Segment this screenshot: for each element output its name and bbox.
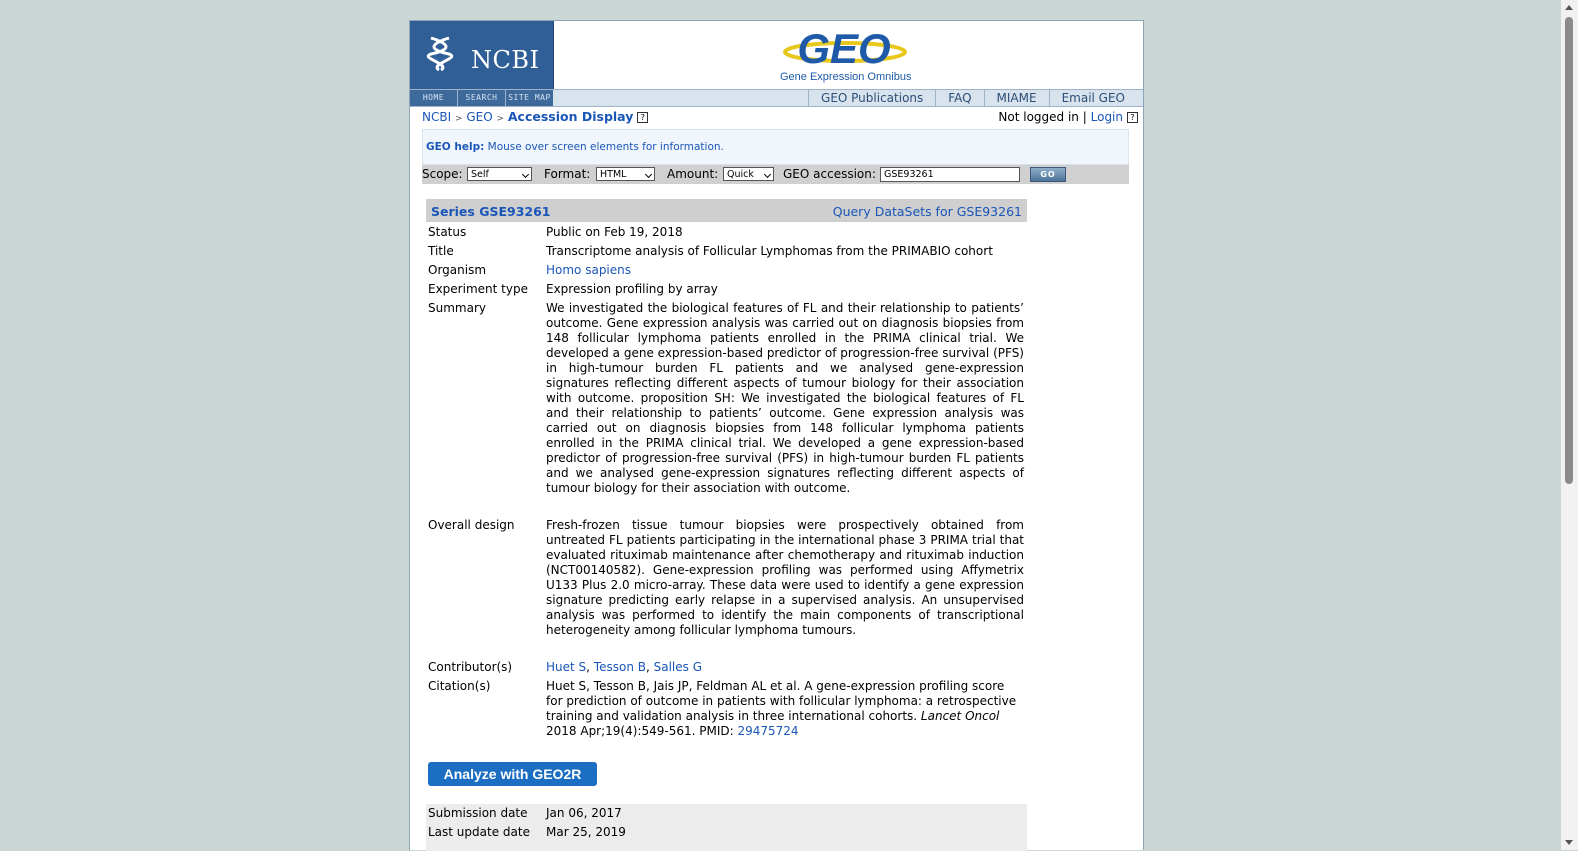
accession-input[interactable]: GSE93261 [880,167,1020,182]
contributors-label: Contributor(s) [428,660,513,674]
login-status: Not logged in [998,110,1079,124]
citation-body: Huet S, Tesson B, Jais JP, Feldman AL et al. A gene-expression profiling score for prediction of outcome in patients with follicular lymphoma: a retrospective training and validation analysis in three international cohorts. [546,679,1017,723]
design-text: Fresh-frozen tissue tumour biopsies were prospectively obtained from untreated FL patients participating in the international phase 3 PRIMA trial that evaluated rituximab maintenance after chemotherapy and rituximab induction (NCT00140582). Gene-expression profiling was performed using Affymetrix U133 Plus 2.0 micro-array. These data were used to identify a gene expression signature predicting early relapse in a supervised analysis. An unsupervised analysis was performed to identify the main components of transcriptional heterogeneity among follicular lymphoma tumours. [546,518,1024,637]
help-icon[interactable]: ? [637,112,648,123]
nav-home[interactable]: HOME [410,90,458,106]
amount-select[interactable]: Quick [723,167,774,181]
nav-search[interactable]: SEARCH [458,90,506,106]
login-link[interactable]: Login [1090,110,1123,124]
experiment-value: Expression profiling by array [546,282,718,296]
breadcrumb [422,110,648,126]
contributor-link[interactable]: Huet S [546,660,587,674]
scrollbar-thumb[interactable] [1565,17,1573,484]
summary-text: We investigated the biological features of FL and their relationship to patients’ outcome. Gene expression analysis was carried out on diagnosis biopsies from 148 follicular lymphoma patients enrolled in the PRIMA clinical trial. We developed a gene expression-based predictor of progression-free survival (PFS) in high-tumour burden FL patients and we analysed gene-expression signatures reflecting different aspects of tumour biology for their association with outcome. proposition SH: We investigated the biological features of FL and their relationship to patients’ outcome. Gene expression analysis was carried out on diagnosis biopsies from 148 follicular lymphoma patients enrolled in the PRIMA clinical trial. We developed a gene expression-based predictor of progression-free survival (PFS) in high-tumour burden FL patients and we analysed gene-expression signatures reflecting different aspects of tumour biology for their association with outcome. [546,301,1024,495]
organism-label: Organism [428,263,487,277]
breadcrumb-separator: > [496,114,505,124]
query-bar [422,165,1129,184]
contributor-link[interactable]: Tesson B [593,660,646,674]
nav-miame[interactable]: MIAME [984,90,1049,106]
citation-journal: Lancet Oncol [920,709,1000,723]
pmid-link[interactable]: 29475724 [737,724,799,738]
page-container [409,20,1144,850]
login-divider: | [1082,110,1087,124]
submission-value: Jan 06, 2017 [546,806,622,820]
ncbi-logo-text: NCBI [471,46,540,74]
design-label: Overall design [428,518,515,532]
citation-tail: 2018 Apr;19(4):549-561. PMID: [546,724,734,738]
scroll-up-icon[interactable] [1565,5,1573,10]
geo-help-box [422,129,1129,165]
help-text: Mouse over screen elements for information. [487,141,724,153]
scroll-down-icon[interactable] [1565,840,1573,845]
status-value: Public on Feb 19, 2018 [546,225,683,239]
contributors-list: Huet S, Tesson B, Salles G [546,660,702,674]
geo-nav [808,90,1137,106]
contributor-link[interactable]: Salles G [653,660,702,674]
nav-bar [410,89,1143,107]
breadcrumb-geo[interactable]: GEO [466,110,493,124]
query-datasets-link[interactable]: Query DataSets for GSE93261 [832,204,1022,219]
format-select[interactable]: HTML [596,167,655,181]
go-button[interactable]: GO [1030,167,1066,182]
nav-faq[interactable]: FAQ [935,90,983,106]
submission-label: Submission date [428,806,528,820]
scope-label: Scope: [422,167,463,181]
accession-label: GEO accession: [783,167,876,181]
breadcrumb-current: Accession Display [507,109,634,124]
citation-label: Citation(s) [428,679,491,693]
format-label: Format: [544,167,591,181]
citation-text [546,679,1024,739]
ncbi-nav [410,90,553,106]
nav-email-geo[interactable]: Email GEO [1049,90,1137,106]
title-label: Title [428,244,454,258]
update-label: Last update date [428,825,530,839]
page-scrollbar[interactable] [1561,0,1578,850]
header [410,21,1143,89]
analyze-geo2r-button[interactable]: Analyze with GEO2R [428,762,597,786]
nav-site-map[interactable]: SITE MAP [508,93,551,102]
experiment-label: Experiment type [428,282,528,296]
series-title[interactable]: Series GSE93261 [431,204,551,219]
organism-link[interactable]: Homo sapiens [546,263,632,277]
update-value: Mar 25, 2019 [546,825,626,839]
nav-geo-publications[interactable]: GEO Publications [808,90,935,106]
geo-tagline: Gene Expression Omnibus [780,71,912,83]
help-label: GEO help: [426,141,485,153]
amount-label: Amount: [667,167,719,181]
summary-label: Summary [428,301,486,315]
help-icon[interactable]: ? [1127,112,1138,123]
dna-helix-icon [423,34,459,74]
ncbi-logo[interactable] [410,21,554,89]
geo-logo-text: GEO [797,25,891,71]
dates-block [426,804,1027,851]
geo-logo-mark [760,25,925,71]
status-label: Status [428,225,467,239]
scope-select[interactable]: Self [467,167,532,181]
breadcrumb-separator: > [454,114,463,124]
breadcrumb-ncbi[interactable]: NCBI [422,110,452,124]
series-header [426,199,1027,222]
title-value: Transcriptome analysis of Follicular Lymphomas from the PRIMABIO cohort [546,244,993,258]
login-area [998,110,1138,124]
